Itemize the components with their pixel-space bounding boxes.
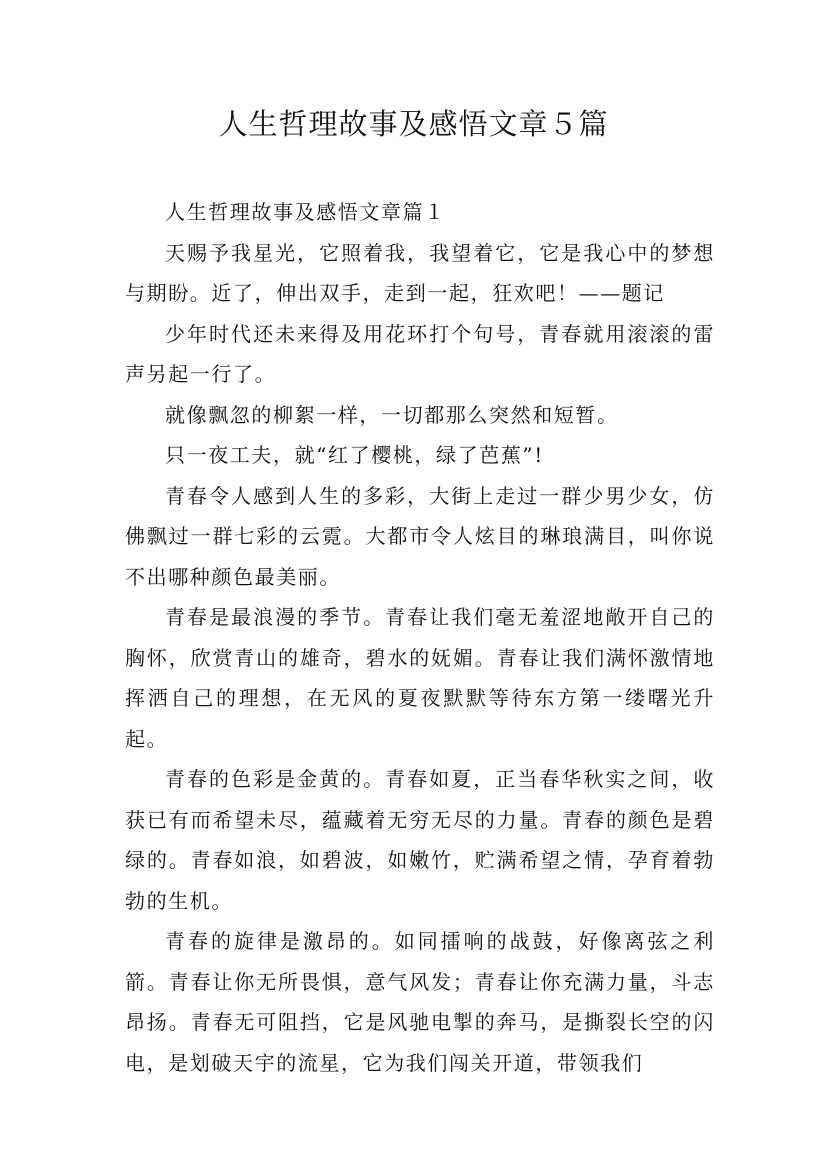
- paragraph-heading: 人生哲理故事及感悟文章篇１: [165, 200, 446, 224]
- paragraph: 天赐予我星光，它照着我，我望着它，它是我心中的梦想与期盼。近了，伸出双手，走到一起，狂欢吧！——题记: [125, 240, 715, 305]
- document-title: 人生哲理故事及感悟文章５篇: [218, 107, 609, 141]
- paragraph: 青春是最浪漫的季节。青春让我们毫无羞涩地敞开自己的胸怀，欣赏青山的雄奇，碧水的妩媚。青春让我们满怀激情地挥洒自己的理想，在无风的夏夜默默等待东方第一缕曙光升起。: [125, 605, 715, 751]
- paragraph: 就像飘忽的柳絮一样，一切都那么突然和短暂。: [165, 402, 619, 427]
- paragraph: 青春的色彩是金黄的。青春如夏，正当春华秋实之间，收获已有而希望未尽，蕴藏着无穷无尽的力量。青春的颜色是碧绿的。青春如浪，如碧波，如嫩竹，贮满希望之情，孕育着勃勃的生机。: [125, 767, 715, 913]
- paragraph: 青春令人感到人生的多彩，大街上走过一群少男少女，仿佛飘过一群七彩的云霓。大都市令人炫目的琳琅满目，叫你说不出哪种颜色最美丽。: [125, 483, 715, 589]
- paragraph: 少年时代还未来得及用花环打个句号，青春就用滚滚的雷声另起一行了。: [125, 321, 715, 386]
- paragraph: 青春的旋律是激昂的。如同擂响的战鼓，好像离弦之利箭。青春让你无所畏惧，意气风发；青春让你充满力量，斗志昂扬。青春无可阻挡，它是风驰电掣的奔马，是撕裂长空的闪电，是划破天宇的流星，它为我们闯关开道，带领我们: [125, 929, 715, 1075]
- document-body: [125, 192, 715, 1083]
- paragraph: 只一夜工夫，就“红了樱桃，绿了芭蕉”!: [165, 443, 544, 467]
